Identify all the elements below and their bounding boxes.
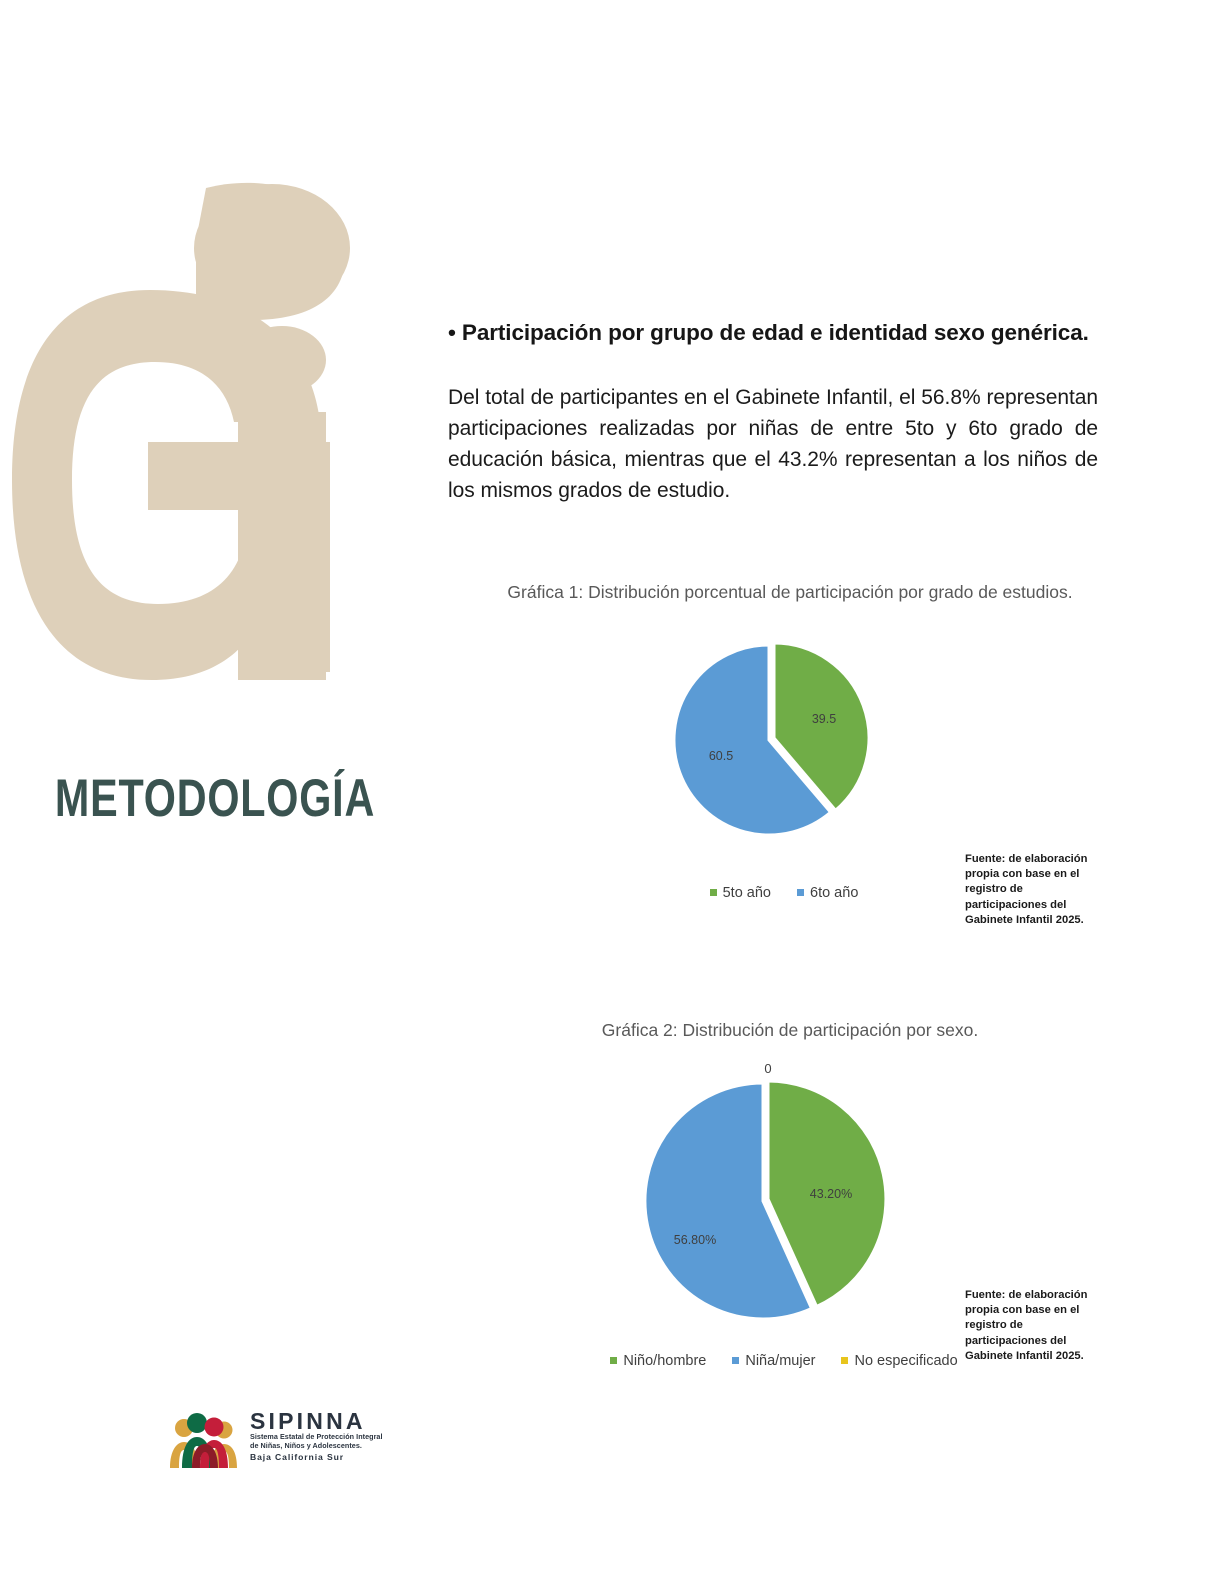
legend-label-5to-ano: 5to año (722, 884, 771, 901)
section-heading: • Participación por grupo de edad e identidad sexo genérica. (448, 320, 1089, 345)
legend-swatch-icon-6to-ano (797, 889, 804, 896)
sipinna-org-name: SIPINNA (250, 1408, 366, 1435)
legend-item-5to-ano[interactable] (710, 885, 771, 901)
pie-chart-1 (448, 633, 1108, 843)
page-title: METODOLOGÍA (54, 769, 376, 828)
figure-2-source-note: Fuente: de elaboración propia con base en el registro de participaciones del Gabinete Infantil 2025. (965, 1289, 1088, 1362)
legend-label-no-especificado: No especificado (854, 1352, 958, 1369)
pie-1-label-6to-ano: 60.5 (708, 748, 734, 763)
pie-2-label-nino-hombre: 43.20% (809, 1186, 853, 1201)
main-content (448, 318, 1098, 506)
legend-label-nina-mujer: Niña/mujer (745, 1352, 816, 1369)
body-paragraph: Del total de participantes en el Gabinete Infantil, el 56.8% representan participaciones realizadas por niñas de entre 5to y 6to grado de educación básica, mientras que el 43.2% representan a los niños de los mismos grados de estudio. (448, 385, 1098, 503)
pie-2-label-no-especificado: 0 (764, 1060, 772, 1076)
pie-1-label-5to-ano: 39.5 (811, 711, 837, 726)
gi-monogram-icon (0, 180, 430, 760)
legend-item-nina-mujer[interactable] (732, 1353, 815, 1369)
figure-1-title: Gráfica 1: Distribución porcentual de participación por grado de estudios. (507, 582, 1073, 602)
legend-label-nino-hombre: Niño/hombre (623, 1352, 707, 1369)
pie-chart-2 (448, 1057, 1108, 1325)
legend-item-no-especificado[interactable] (841, 1353, 957, 1369)
legend-item-nino-hombre[interactable] (610, 1353, 706, 1369)
sipinna-wordmark (250, 1410, 383, 1463)
legend-swatch-icon-5to-ano (710, 889, 717, 896)
legend-swatch-icon-no-especificado (841, 1357, 848, 1364)
sipinna-state-name: Baja California Sur (250, 1452, 344, 1463)
legend-item-6to-ano[interactable] (797, 885, 858, 901)
sipinna-subtitle-line-1: Sistema Estatal de Protección Integral (250, 1432, 383, 1442)
figure-2-title: Gráfica 2: Distribución de participación por sexo. (601, 1020, 979, 1040)
sipinna-logo (168, 1402, 383, 1472)
legend-swatch-icon-nina-mujer (732, 1357, 739, 1364)
sipinna-subtitle-line-2: de Niñas, Niños y Adolescentes. (250, 1441, 362, 1451)
hero-logo-block (0, 180, 430, 860)
legend-swatch-icon-nino-hombre (610, 1357, 617, 1364)
legend-label-6to-ano: 6to año (810, 884, 859, 901)
pie-2-label-nina-mujer: 56.80% (673, 1232, 717, 1247)
sipinna-people-icon (168, 1406, 240, 1468)
figure-1-source-note: Fuente: de elaboración propia con base en el registro de participaciones del Gabinete Infantil 2025. (965, 853, 1088, 926)
